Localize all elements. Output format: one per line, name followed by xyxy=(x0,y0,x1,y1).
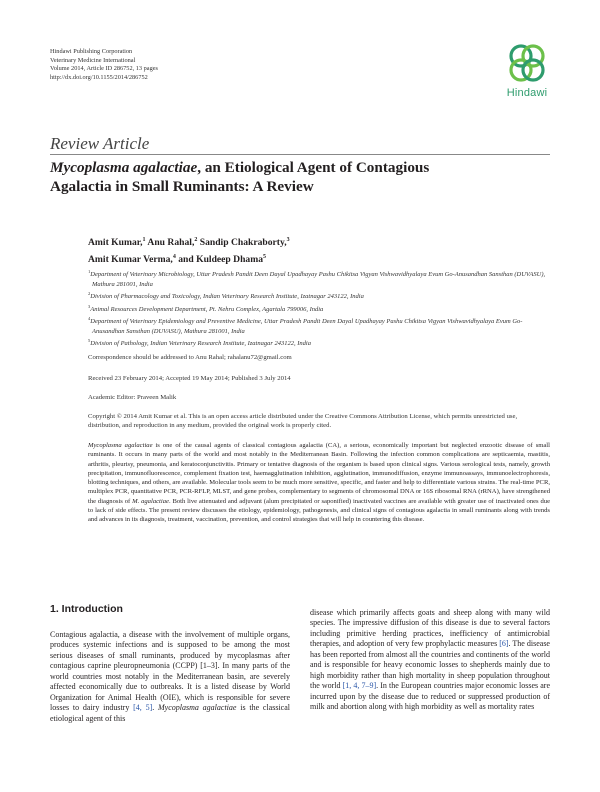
body-text: disease which primarily affects goats and sheep along with many wild species. The impressive diffusion of this disease is due to several factors including primitive herding practices, inefficiency of antimicrobial therapies, and adoption of very few prophylactic measures xyxy=(310,608,550,649)
body-text: Contagious agalactia, a disease with the involvement of multiple organs, produces systemic infections and is supposed to be among the most serious diseases of small ruminants, produced by mycoplasmas after contagious caprine pleuropneumonia (CCPP) [1–3]. In many parts of the world countries most notably in the Mediterranean basin, are severely affected economically due to outbreaks. It is a listed disease by World Organization for Animal Health (OIE), which is responsible for severe losses to dairy industry xyxy=(50,630,290,713)
affiliation-text: Animal Resources Development Department, Pt. Nehru Complex, Agartala 799006, India xyxy=(90,305,324,313)
author-list xyxy=(88,233,290,267)
affiliation-item xyxy=(88,289,550,302)
affiliation-item xyxy=(88,336,550,349)
body-text: . In the European countries major economic losses are incurred upon by the disease due to reduced or suppressed production of milk and abortion along with high morbidity as well as mortality rates xyxy=(310,681,551,712)
author-sup: 3 xyxy=(286,237,290,243)
article-dates: Received 23 February 2014; Accepted 19 May 2014; Published 3 July 2014 xyxy=(88,375,291,382)
affiliation-text: Department of Veterinary Microbiology, Uttar Pradesh Pandit Deen Dayal Upadhayay Pashu Chikitsa Vigyan Vishwavidhyalaya Evum Go-Anusandhan Sansthan (DUVASU), Mathura 281001, India xyxy=(90,271,546,288)
affiliations xyxy=(88,267,550,349)
abstract-text: . Both live attenuated and adjuvant (alum precipitated or saponified) inactivated vaccines are available with greater use of inactivated ones due to lack of side effects. The present review discusses the etiology, epidemiology, pathogenesis, and clinical signs of contagious agalactia in small ruminants along with trends and advances in its diagnosis, treatment, vaccination, prevention, and control strategies that will help in countering this disease. xyxy=(88,497,551,523)
author-sup: 5 xyxy=(263,254,266,261)
academic-editor: Academic Editor: Praveen Malik xyxy=(88,394,177,401)
journal-name-line: Veterinary Medicine International xyxy=(50,56,136,64)
author-name: Amit Kumar Verma, xyxy=(88,254,173,266)
hindawi-logo xyxy=(497,42,557,108)
affiliation-text: Division of Pharmacology and Toxicology, Indian Veterinary Research Institute, Izatnagar 243122, India xyxy=(90,293,364,301)
affiliation-item xyxy=(88,267,550,289)
affiliation-sup: 3 xyxy=(88,303,91,309)
affiliation-text: Division of Pathology, Indian Veterinary Research Institute, Izatnagar 243122, India xyxy=(90,340,311,348)
author-sup: 2 xyxy=(194,237,198,243)
body-organism: Mycoplasma agalactiae xyxy=(158,703,237,713)
affiliation-sup: 4 xyxy=(88,316,91,322)
authors-line2 xyxy=(88,250,290,267)
author-name: Amit Kumar, xyxy=(88,237,143,249)
authors-line1 xyxy=(88,233,290,250)
body-text: . The disease has been reported from almost all the countries and continents of the world and is responsible for heavy economic losses to shepherds mainly due to high morbidity rather than high mortality in sheep population throughout the world xyxy=(310,639,550,691)
author-sup: 4 xyxy=(172,254,176,261)
affiliation-sup: 1 xyxy=(88,269,91,274)
doi-line[interactable]: http://dx.doi.org/10.1155/2014/286752 xyxy=(50,73,148,81)
body-text: is the classical etiological agent of this xyxy=(50,703,290,723)
section-heading: 1. Introduction xyxy=(50,603,123,615)
abstract xyxy=(88,441,550,524)
author-name: and Kuldeep Dhama xyxy=(178,254,263,266)
paper-title xyxy=(50,158,550,196)
volume-line: Volume 2014, Article ID 286752, 13 pages xyxy=(50,65,158,73)
author-name: Sandip Chakraborty, xyxy=(199,237,287,249)
citation-link[interactable]: [4, 5] xyxy=(133,703,153,713)
title-rest-line1: , an Etiological Agent of Contagious xyxy=(197,159,430,176)
abstract-text: is one of the causal agents of classical contagious agalactia (CA), a serious, economically important but neglected enzootic disease of small ruminants. It occurs in many parts of the world and most notably in the Mediterranean Basin. Following the infection common complications are septicaemia, mastitis, arthritis, pleurisy, pneumonia, and keratoconjunctivitis. Primary or tentative diagnosis of the organism is based upon clinical signs. Various serological tests, namely, growth precipitation, immunofluorescence, complement fixation test, haemagglutination inhibition, agglutination, immunodiffusion, enzyme immunoassays, immunoelectrophoresis, blotting techniques, and others, are available. Molecular tools seem to be much more sensitive, specific, and faster and help to differentiate various strains. The real-time PCR, multiplex PCR, quantitative PCR, PCR-RFLP, MLST, and gene probes, complementary to segments of chromosomal DNA or 16S ribosomal RNA (rRNA), have strengthened the diagnosis of xyxy=(88,442,550,505)
copyright-notice: Copyright © 2014 Amit Kumar et al. This is an open access article distributed under the Creative Commons Attribution License, which permits unrestricted use, distribution, and reproduction in any medium, provided the original work is properly cited. xyxy=(88,413,518,430)
affiliation-item xyxy=(88,302,550,315)
affiliation-item xyxy=(88,314,550,336)
publisher-line: Hindawi Publishing Corporation xyxy=(50,48,133,55)
body-column-left xyxy=(50,630,290,724)
hindawi-logo-icon xyxy=(505,42,549,86)
affiliation-sup: 2 xyxy=(88,290,91,296)
article-type: Review Article xyxy=(50,134,150,153)
journal-header xyxy=(50,48,158,82)
abstract-organism: Mycoplasma agalactiae xyxy=(88,442,153,449)
affiliation-text: Department of Veterinary Epidemiology and Preventive Medicine, Uttar Pradesh Pandit Deen Dayal Upadhayay Pashu Chikitsa Vigyan Vishwavidhyalaya Evum Go-Anusandhan Sansthan (DUVASU), Mathura 281001, India xyxy=(90,318,523,335)
title-italic-part: Mycoplasma agalactiae xyxy=(50,159,198,176)
correspondence: Correspondence should be addressed to Anu Rahal; rahalanu72@gmail.com xyxy=(88,354,292,361)
author-name: Anu Rahal, xyxy=(147,237,195,249)
hindawi-logo-text: Hindawi xyxy=(506,87,548,99)
title-line2: Agalactia in Small Ruminants: A Review xyxy=(50,178,314,195)
abstract-organism-short: M. agalactiae xyxy=(132,497,169,505)
title-divider xyxy=(50,154,550,155)
citation-link[interactable]: [6] xyxy=(499,639,509,649)
body-text: . xyxy=(152,703,159,713)
author-sup: 1 xyxy=(142,237,146,243)
affiliation-sup: 5 xyxy=(88,338,91,344)
body-column-right xyxy=(310,608,550,713)
citation-link[interactable]: [1, 4, 7–9] xyxy=(342,681,377,691)
